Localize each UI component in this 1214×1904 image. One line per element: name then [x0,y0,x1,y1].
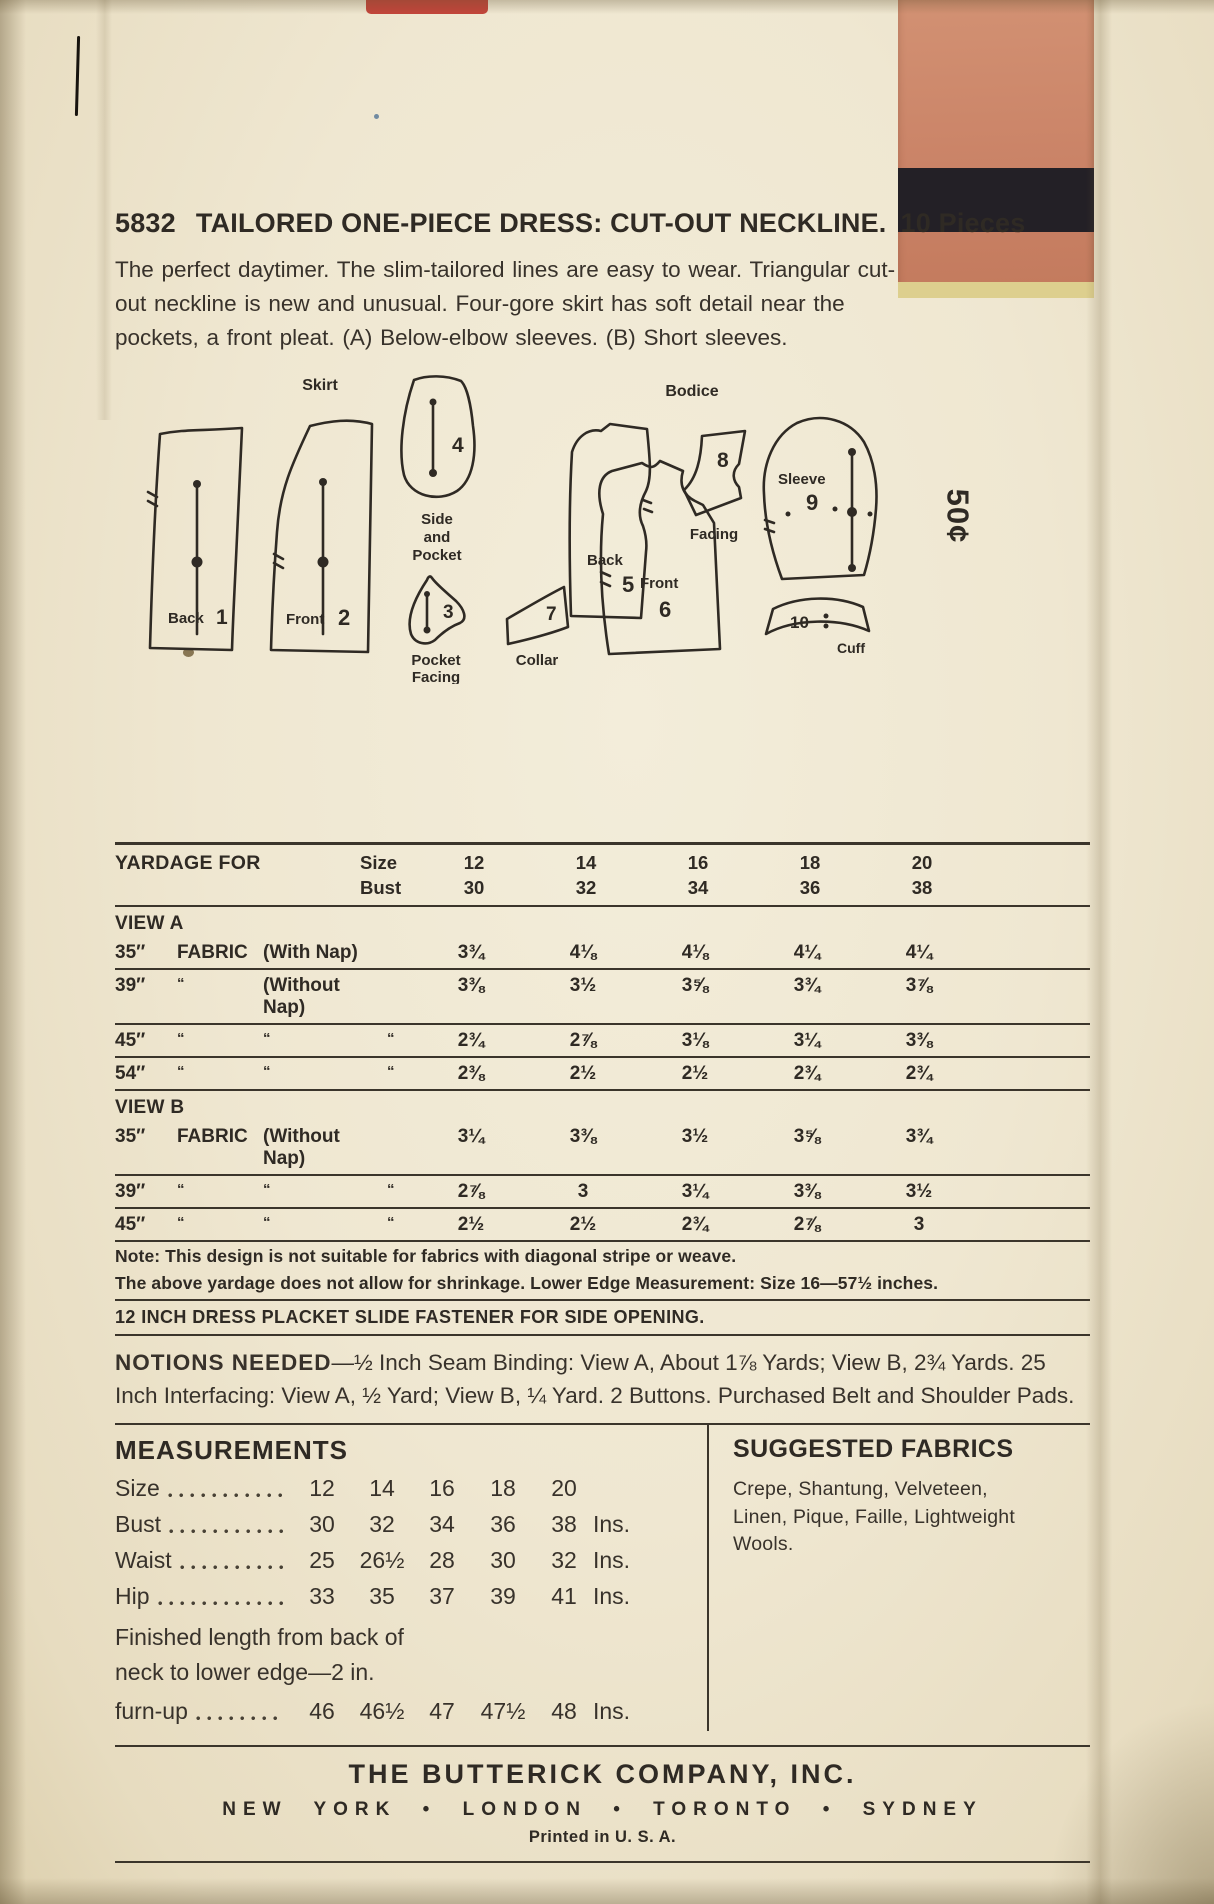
svg-text:6: 6 [659,596,672,622]
yardage-size-row: YARDAGE FOR Size 12 14 16 18 20 [115,851,933,874]
svg-text:3: 3 [443,601,454,623]
printed-in-usa: Printed in U. S. A. [528,1828,677,1847]
pieces-count: 10 Pieces [900,208,1026,238]
svg-text:4: 4 [452,433,464,457]
view-b-heading: VIEW B [115,1096,185,1118]
bust-label: Bust [360,876,402,898]
edge-shadow [0,0,1214,14]
yardage-row-b3: 45″ “ “ “ 2½ 2½ 2¾ 2⅞ 3 [115,1209,1090,1242]
dot-leader [158,1601,283,1606]
piece-cuff [766,598,869,655]
price-label: 50¢ [940,488,976,544]
measurement-row-waist: Waist 25 26½ 28 30 32 Ins. [115,1547,631,1574]
paper-crease [1086,0,1112,1904]
skirt-group-label: Skirt [302,376,338,394]
note-shrinkage: The above yardage does not allow for shrinkage. Lower Edge Measurement: Size 16—57½ inches. [115,1269,1090,1301]
svg-text:Back: Back [587,551,623,569]
svg-text:1: 1 [216,605,228,629]
piece-front-skirt [271,420,372,651]
view-a-heading: VIEW A [115,912,184,934]
svg-text:Pocket: Pocket [411,651,461,669]
yardage-row-b2: 39″ “ “ “ 2⅞ 3 3¼ 3⅜ 3½ [115,1176,1090,1209]
piece-neck-facing [684,431,745,543]
size-label: Size [360,851,398,873]
note-placket: 12 INCH DRESS PLACKET SLIDE FASTENER FOR SIDE OPENING. [115,1301,1090,1336]
pen-mark [75,36,80,116]
svg-text:10: 10 [790,612,809,632]
measurement-row-size: Size 12 14 16 18 20 [115,1475,577,1502]
yardage-table [115,842,1090,1242]
svg-text:2: 2 [338,604,351,630]
svg-text:Side: Side [421,510,453,528]
piece-pocket-facing [410,576,465,683]
svg-text:Front: Front [286,610,325,628]
bodice-group-label: Bodice [665,382,719,400]
svg-text:Cuff: Cuff [837,639,865,656]
piece-collar [507,587,568,669]
suggested-fabrics-title: SUGGESTED FABRICS [733,1435,1014,1464]
svg-text:9: 9 [806,489,819,515]
measurement-row-hip: Hip 33 35 37 39 41 Ins. [115,1583,631,1610]
finished-length-note: Finished length from back of neck to lower edge—2 in. [115,1624,404,1685]
svg-text:Facing: Facing [689,525,739,543]
diagram-svg [140,372,900,684]
svg-text:Facing: Facing [411,668,461,684]
company-name: THE BUTTERICK COMPANY, INC. [348,1759,857,1790]
notions-body: —½ Inch Seam Binding: View A, About 1⅞ Yards; View B, 2¾ Yards. 25 Inch Interfacing: View A, ½ Yard; View B, ¼ Yard. 2 Buttons. Purchased Belt and Shoulder Pads. [115,1349,1075,1409]
pattern-pieces-diagram [140,372,900,684]
paper-crease [96,0,112,420]
measurement-row-turnup: furn-up 46 46½ 47 47½ 48 Ins. [115,1698,631,1725]
note-diagonal-fabrics: Note: This design is not suitable for fabrics with diagonal stripe or weave. [115,1245,737,1266]
edge-shadow [0,1878,1214,1904]
printed-content [115,208,1090,1863]
pattern-title: TAILORED ONE-PIECE DRESS: CUT-OUT NECKLINE. [195,208,887,238]
dot-leader [169,1529,283,1534]
yardage-row-a2: 39″ “ (Without Nap) 3⅜ 3½ 3⅝ 3¾ 3⅞ [115,970,1090,1025]
corner-curl-shadow [1034,1684,1214,1904]
dot-leader [196,1716,283,1721]
pattern-header [115,208,1090,239]
suggested-fabrics-section [707,1425,1090,1731]
yardage-row-a1: 35″ FABRIC (With Nap) 3¾ 4⅛ 4⅛ 4¼ 4¼ [115,937,1090,970]
yardage-bust-row: Bust 30 32 34 36 38 [115,875,1090,907]
suggested-fabrics-body: Crepe, Shantung, Velveteen, Linen, Pique, Faille, Lightweight Wools. [733,1478,1015,1556]
measurement-row-bust: Bust 30 32 34 36 38 Ins. [115,1511,631,1538]
svg-text:Back: Back [168,609,204,627]
dot-leader [180,1565,283,1570]
svg-text:and: and [423,528,451,546]
notions-heading: NOTIONS NEEDED [115,1349,332,1375]
svg-text:5: 5 [622,571,635,597]
description-text: The perfect daytimer. The slim-tailored lines are easy to wear. Triangular cut-out neckline is new and unusual. Four-gore skirt has soft detail near the pockets, a front pleat. (A) Below-elbow sleeves. (B) Short sleeves. [115,257,896,351]
svg-text:Pocket: Pocket [412,546,462,564]
piece-back-skirt [148,428,242,650]
svg-text:7: 7 [546,603,557,625]
ink-speck [374,114,379,119]
svg-text:Front: Front [640,574,679,592]
dot-leader [168,1493,283,1498]
cities-line: NEW YORK • LONDON • TORONTO • SYDNEY [222,1799,983,1821]
svg-text:Sleeve: Sleeve [778,470,826,488]
pattern-number: 5832 [115,208,176,238]
publisher-footer [115,1745,1090,1863]
bottom-section [115,1423,1090,1731]
measurements-section [115,1425,707,1731]
svg-text:8: 8 [717,448,729,472]
yardage-row-a3: 45″ “ “ “ 2¾ 2⅞ 3⅛ 3¼ 3⅜ [115,1025,1090,1058]
measurements-title: MEASUREMENTS [115,1435,349,1466]
svg-text:Collar: Collar [515,651,559,669]
yardage-row-a4: 54″ “ “ “ 2⅜ 2½ 2½ 2¾ 2¾ [115,1058,1090,1091]
piece-side-and-pocket [401,376,474,564]
piece-sleeve [764,418,877,579]
edge-shadow [0,0,26,1904]
yardage-title: YARDAGE FOR [115,851,261,874]
notions-paragraph [115,1346,1090,1414]
yardage-row-b1: 35″ FABRIC (Without Nap) 3¼ 3⅜ 3½ 3⅝ 3¾ [115,1121,1090,1176]
